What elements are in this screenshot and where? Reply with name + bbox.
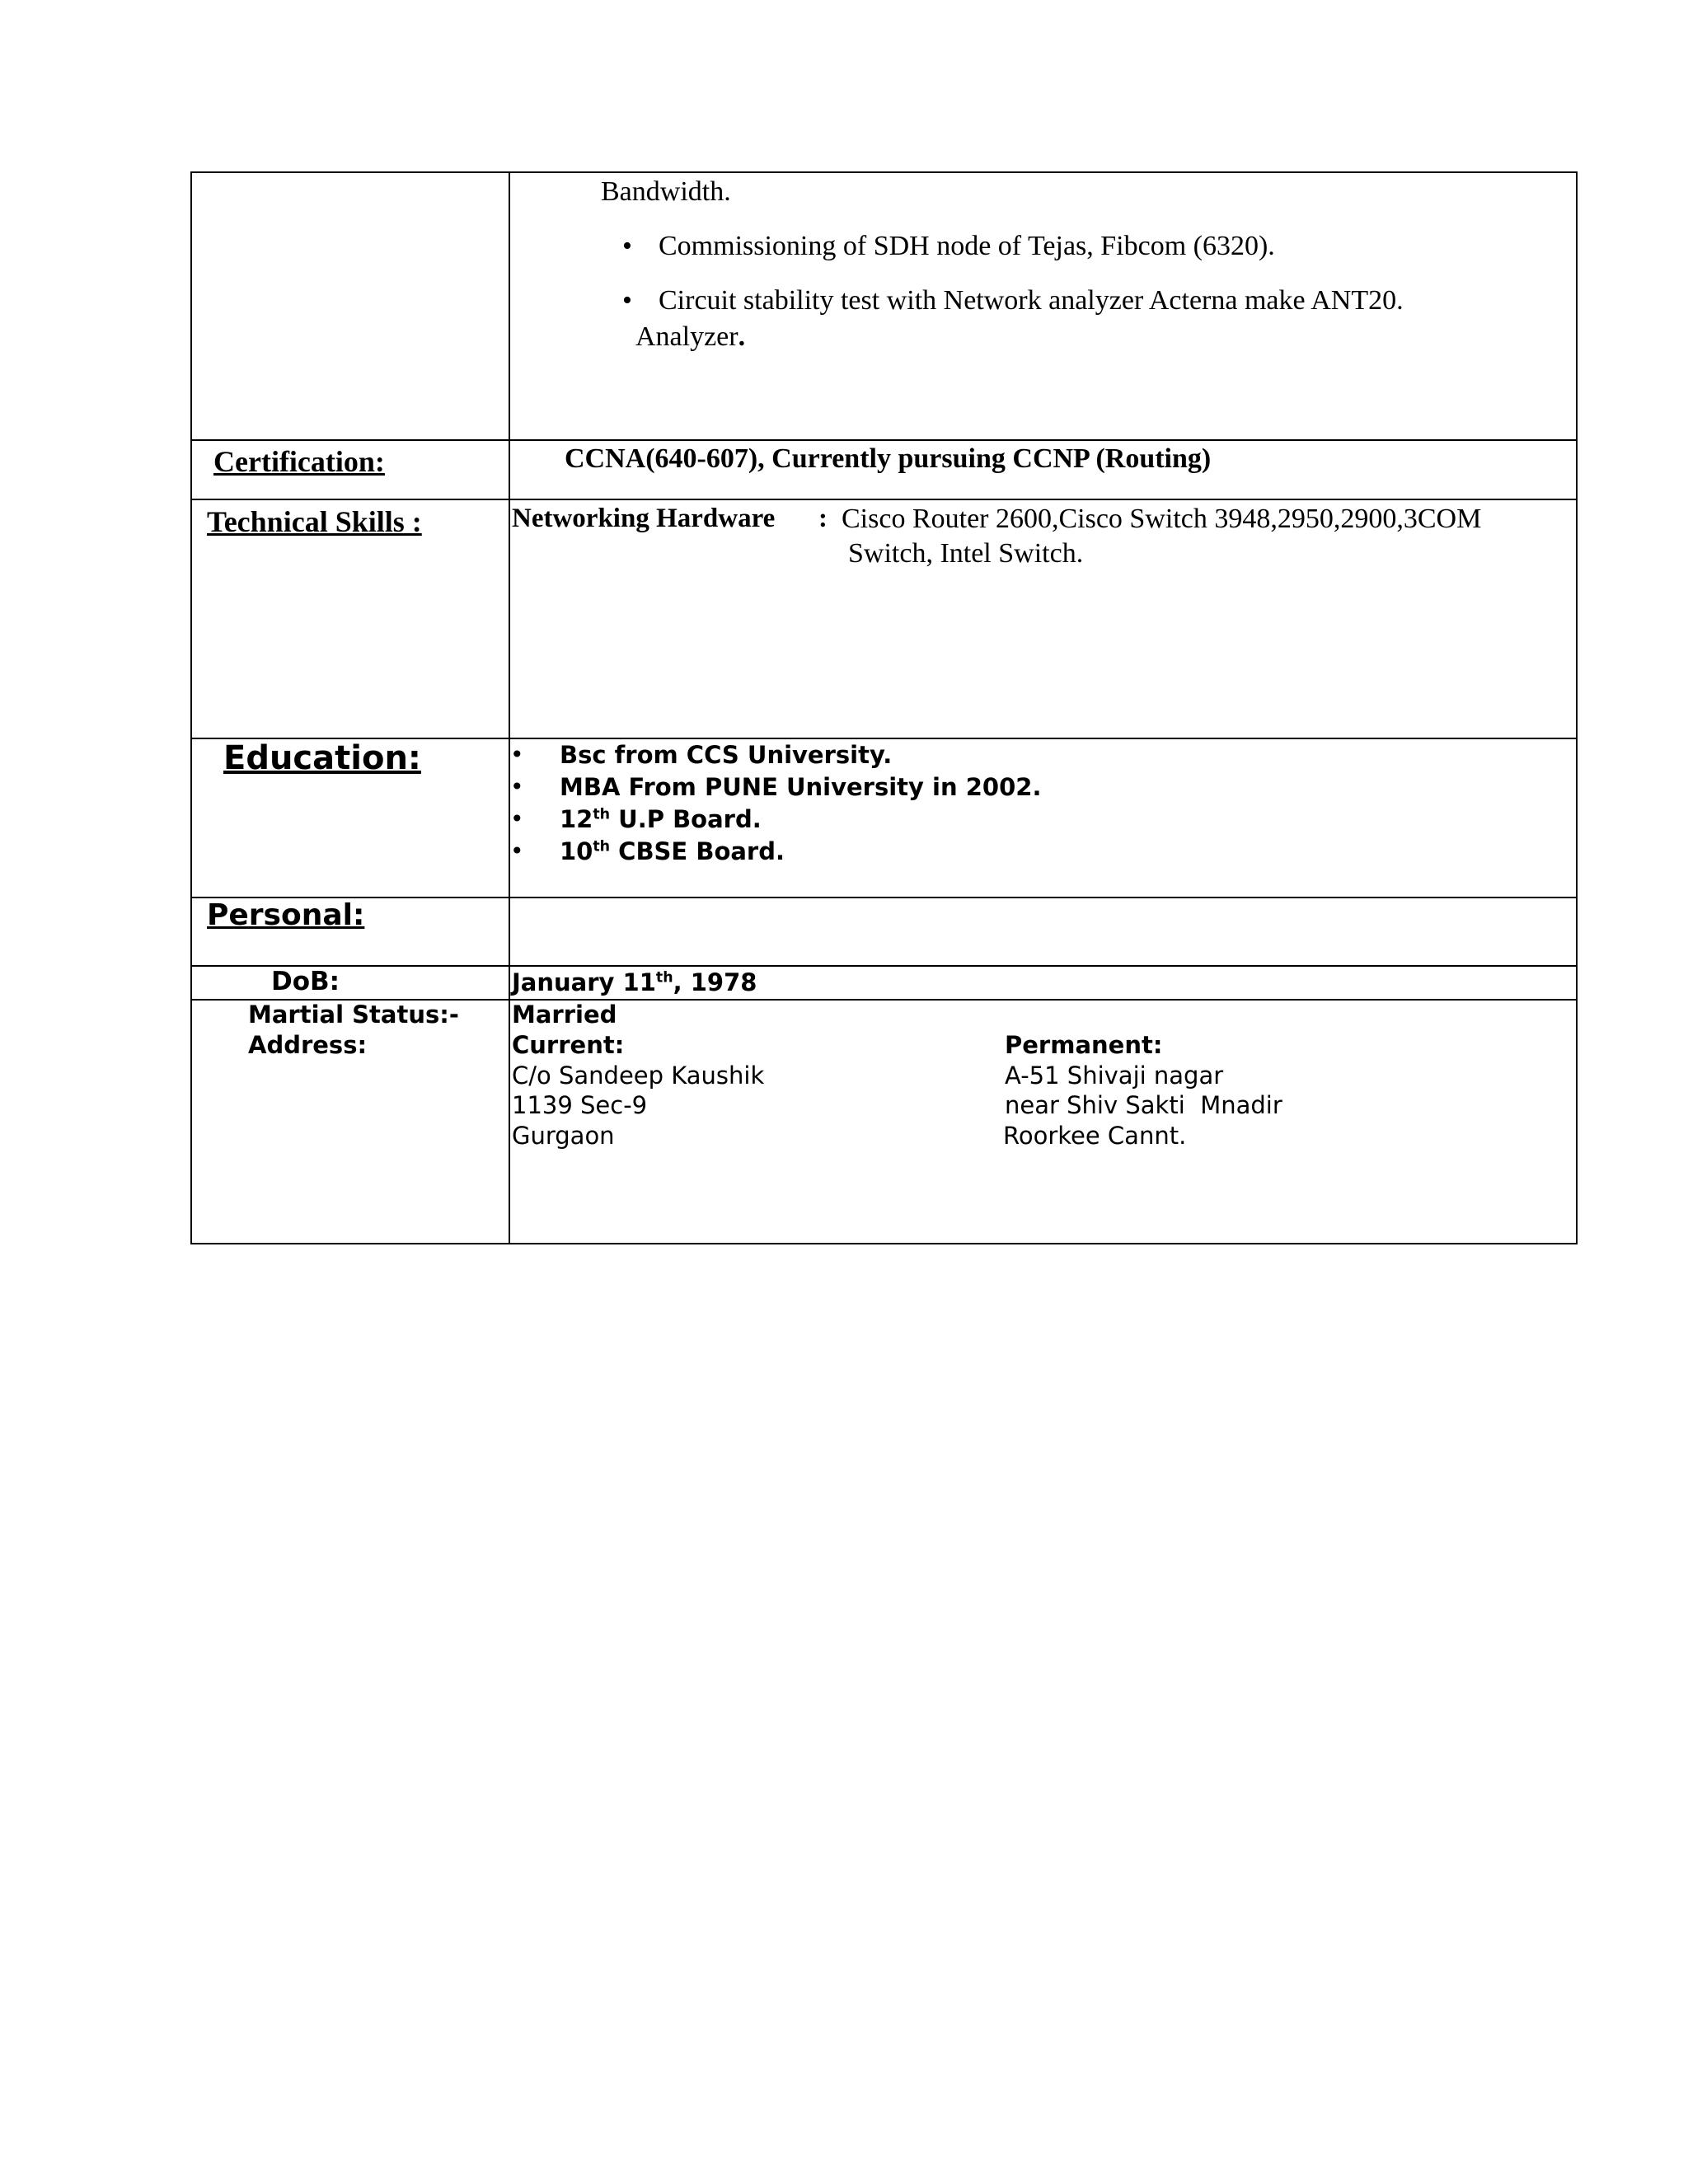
current-address-line: Gurgaon <box>512 1122 615 1150</box>
education-label: Education: <box>223 739 421 777</box>
current-address-line: C/o Sandeep Kaushik <box>512 1062 765 1090</box>
current-address-label: Current: <box>512 1031 625 1059</box>
personal-value-cell <box>509 898 1577 966</box>
technical-skills-row <box>191 499 1577 738</box>
certification-row <box>191 440 1577 499</box>
dob-label-cell <box>191 966 509 1000</box>
education-item: Bsc from CCS University. <box>560 741 893 769</box>
address-label-cell <box>191 1000 509 1244</box>
certification-label-cell <box>191 440 509 499</box>
address-row <box>191 1000 1577 1244</box>
education-value-cell <box>509 738 1577 898</box>
education-label-cell <box>191 738 509 898</box>
dob-row <box>191 966 1577 1000</box>
experience-bullet: Commissioning of SDH node of Tejas, Fibcom (6320). <box>659 231 1275 261</box>
networking-hardware-value-cont: Switch, Intel Switch. <box>848 538 1084 569</box>
experience-line: Bandwidth. <box>601 176 731 207</box>
personal-label-cell <box>191 898 509 966</box>
education-item: MBA From PUNE University in 2002. <box>560 773 1042 801</box>
bullet-icon: • <box>510 773 524 800</box>
dob-value: January 11th, 1978 <box>512 968 757 996</box>
technical-skills-value-cell <box>509 499 1577 738</box>
certification-value-cell <box>509 440 1577 499</box>
permanent-address-line: A-51 Shivaji nagar <box>1005 1062 1224 1090</box>
bullet-icon: • <box>622 285 632 316</box>
education-row <box>191 738 1577 898</box>
networking-hardware-separator: : <box>818 504 828 533</box>
education-item: 10th CBSE Board. <box>560 837 785 865</box>
dob-label: DoB: <box>271 967 340 996</box>
technical-skills-label: Technical Skills : <box>207 505 422 538</box>
bullet-icon: • <box>510 837 524 865</box>
personal-label: Personal: <box>207 898 365 932</box>
networking-hardware-value: Cisco Router 2600,Cisco Switch 3948,2950,2900,3COM <box>842 504 1482 534</box>
address-value-cell <box>509 1000 1577 1244</box>
personal-row <box>191 898 1577 966</box>
certification-value: CCNA(640-607), Currently pursuing CCNP (Routing) <box>565 443 1212 474</box>
marital-status-label: Martial Status:- <box>248 1001 459 1029</box>
bullet-icon: • <box>510 805 524 832</box>
technical-skills-label-cell <box>191 499 509 738</box>
experience-bullet-continuation: Analyzer. <box>635 321 746 352</box>
experience-bullet: Circuit stability test with Network analyzer Acterna make ANT20. <box>659 285 1404 316</box>
permanent-address-label: Permanent: <box>1005 1031 1163 1059</box>
permanent-address-line: near Shiv Sakti Mnadir <box>1005 1091 1282 1119</box>
experience-content-cell <box>509 172 1577 440</box>
experience-row <box>191 172 1577 440</box>
education-item: 12th U.P Board. <box>560 805 762 833</box>
resume-table <box>190 171 1578 1244</box>
current-address-line: 1139 Sec-9 <box>512 1091 648 1119</box>
dob-value-cell <box>509 966 1577 1000</box>
bullet-icon: • <box>510 741 524 768</box>
certification-label: Certification: <box>213 445 385 478</box>
marital-status-value: Married <box>512 1001 617 1029</box>
networking-hardware-label: Networking Hardware <box>512 504 776 533</box>
address-label: Address: <box>248 1031 368 1059</box>
permanent-address-line: Roorkee Cannt. <box>1003 1122 1187 1150</box>
bullet-icon: • <box>622 231 632 261</box>
experience-label-cell <box>191 172 509 440</box>
